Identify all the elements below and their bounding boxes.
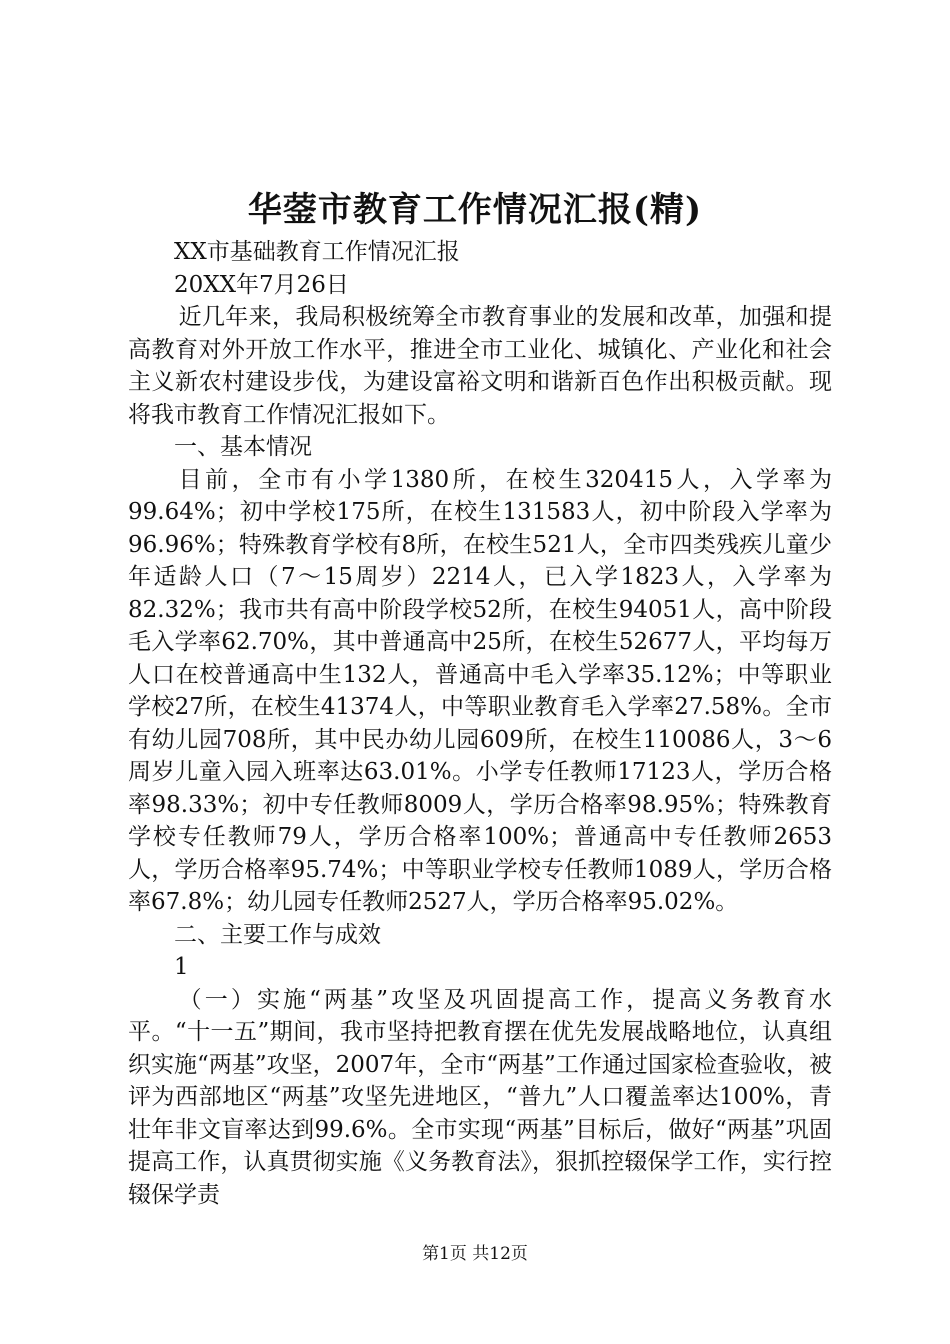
page-number-marker: 1 [174, 954, 189, 980]
document-title: 华蓥市教育工作情况汇报(精) [247, 190, 703, 230]
section-heading-basic: 一、基本情况 [174, 434, 312, 460]
section-heading-main-work: 二、主要工作与成效 [174, 921, 381, 948]
basic-situation-paragraph: 目前，全市有小学1380所，在校生320415人，入学率为99.64%；初中学校175所，在校生131583人，初中阶段入学率为96.96%；特殊教育学校有8所，在校生521人，全市四类残疾儿童少年适龄人口（7～15周岁）2214人，已入学1823人，入学率为82.32%；我市共有高中阶段学校52所，在校生94051人，高中阶段毛入学率62.70%，其中普通高中25所，在校生52677人，平均每万人口在校普通高中生132人，普通高中毛入学率35.12%；中等职业学校27所，在校生41374人，中等职业教育毛入学率27.58%。全市有幼儿园708所，其中民办幼儿园609所，在校生110086人，3～6周岁儿童入园入班率达63.01%。小学专任教师17123人，学历合格率98.33%；初中专任教师8009人，学历合格率98.95%；特殊教育学校专任教师79人，学历合格率100%；普通高中专任教师2653人，学历合格率95.74%；中等职业学校专任教师1089人，学历合格率67.8%；幼儿园专任教师2527人，学历合格率95.02%。 [128, 466, 832, 915]
report-heading: XX市基础教育工作情况汇报 [174, 239, 460, 265]
page-footer: 第1页 共12页 [422, 1244, 528, 1264]
document-body [128, 236, 832, 1211]
intro-paragraph: 近几年来，我局积极统筹全市教育事业的发展和改革，加强和提高教育对外开放工作水平，推进全市工业化、城镇化、产业化和社会主义新农村建设步伐，为建设富裕文明和谐新百色作出积极贡献。现将我市教育工作情况汇报如下。 [128, 304, 832, 428]
report-date: 20XX年7月26日 [174, 271, 349, 298]
main-work-paragraph: （一）实施“两基”攻坚及巩固提高工作，提高义务教育水平。“十一五”期间，我市坚持把教育摆在优先发展战略地位，认真组织实施“两基”攻坚，2007年，全市“两基”工作通过国家检查验收，被评为西部地区“两基”攻坚先进地区，“普九”人口覆盖率达100%，青壮年非文盲率达到99.6%。全市实现“两基”目标后，做好“两基”巩固提高工作，认真贯彻实施《义务教育法》，狠抓控辍保学工作，实行控辍保学责 [128, 986, 832, 1208]
